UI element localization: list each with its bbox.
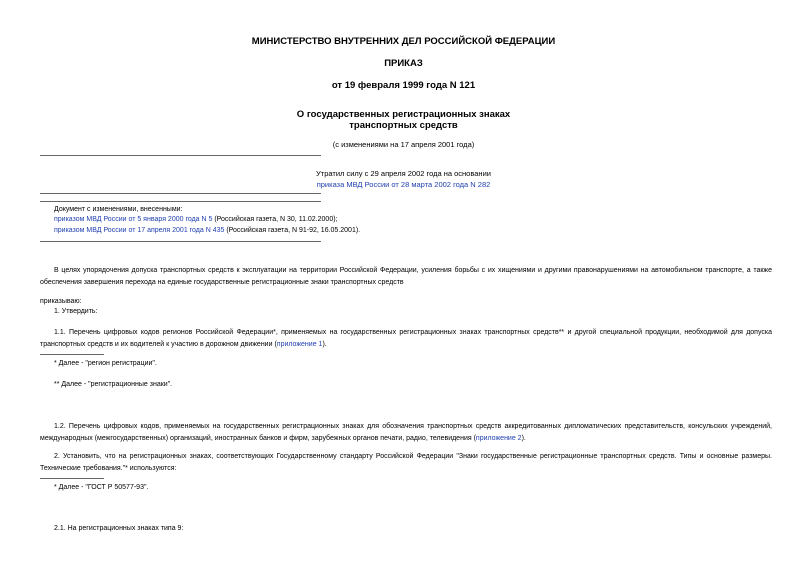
doc-title-line1: О государственных регистрационных знаках: [296, 109, 511, 120]
ministry-heading: МИНИСТЕРСТВО ВНУТРЕННИХ ДЕЛ РОССИЙСКОЙ ФЕДЕРАЦИИ: [251, 36, 556, 47]
footnote-3: * Далее - "ГОСТ Р 50577-93".: [54, 484, 149, 491]
footnote-divider: [40, 354, 104, 355]
doc-date-heading: от 19 февраля 1999 года N 121: [331, 80, 476, 91]
amendment-item: [54, 225, 360, 236]
clause-1-1: 1.1. Перечень цифровых кодов регионов Российской Федерации*, применяемых на государственных регистрационных знаках транспортных средств** и другой специальной продукции, необходимой для допуска транспортных средств и их водителей к участию в дорожном движении (приложение 1).: [40, 329, 772, 348]
amendment-item: [54, 214, 337, 225]
amendments-intro: Документ с изменениями, внесенными:: [54, 206, 183, 213]
footnote-divider: [40, 478, 104, 479]
divider: [40, 241, 321, 242]
clause-1: 1. Утвердить:: [54, 308, 98, 315]
doc-type-heading: ПРИКАЗ: [384, 58, 423, 69]
amendment-source: (Российская газета, N 91-92, 16.05.2001).: [224, 227, 361, 234]
amendment-link[interactable]: приказом МВД России от 17 апреля 2001 года N 435: [54, 227, 225, 234]
clause-2: 2. Установить, что на регистрационных знаках, соответствующих Государственному стандарту Российской Федерации "Знаки государственные регистрационные транспортных средств. Типы и основные размеры. Технические требования."* используются:: [40, 453, 772, 472]
divider: [40, 193, 321, 194]
appendix-1-link[interactable]: приложение 1: [276, 340, 323, 348]
order-word: приказываю:: [40, 298, 82, 305]
preamble-paragraph: В целях упорядочения допуска транспортных средств к эксплуатации на территории Российской Федерации, усиления борьбы с их хищениями и другими правонарушениями на автомобильном транспорте, а также обеспечения завершения перехода на единые государственные регистрационные знаки транспортных средств: [40, 267, 772, 286]
divider: [40, 201, 321, 202]
footnote-2: ** Далее - "регистрационные знаки".: [54, 381, 173, 388]
lost-force-link[interactable]: приказа МВД России от 28 марта 2002 года N 282: [316, 180, 491, 189]
changes-note: (с изменениями на 17 апреля 2001 года): [332, 140, 475, 149]
footnote-1: * Далее - "регион регистрации".: [54, 360, 157, 367]
appendix-2-link[interactable]: приложение 2: [475, 434, 522, 442]
divider: [40, 155, 321, 156]
doc-title-line2: транспортных средств: [349, 120, 458, 131]
lost-force-text: Утратил силу с 29 апреля 2002 года на основании: [316, 169, 491, 178]
clause-1-2: 1.2. Перечень цифровых кодов, применяемых на государственных регистрационных знаках для обозначения транспортных средств аккредитованных дипломатических представительств, консульских учреждений, международных (межгосударственных) организаций, иностранных банков и фирм, зарубежных органов печати, радио, телевидения (приложение 2).: [40, 423, 772, 442]
clause-2-1: 2.1. На регистрационных знаках типа 9:: [54, 525, 184, 532]
amendment-link[interactable]: приказом МВД России от 5 января 2000 года N 5: [54, 216, 213, 223]
amendment-source: (Российская газета, N 30, 11.02.2000);: [212, 216, 338, 223]
